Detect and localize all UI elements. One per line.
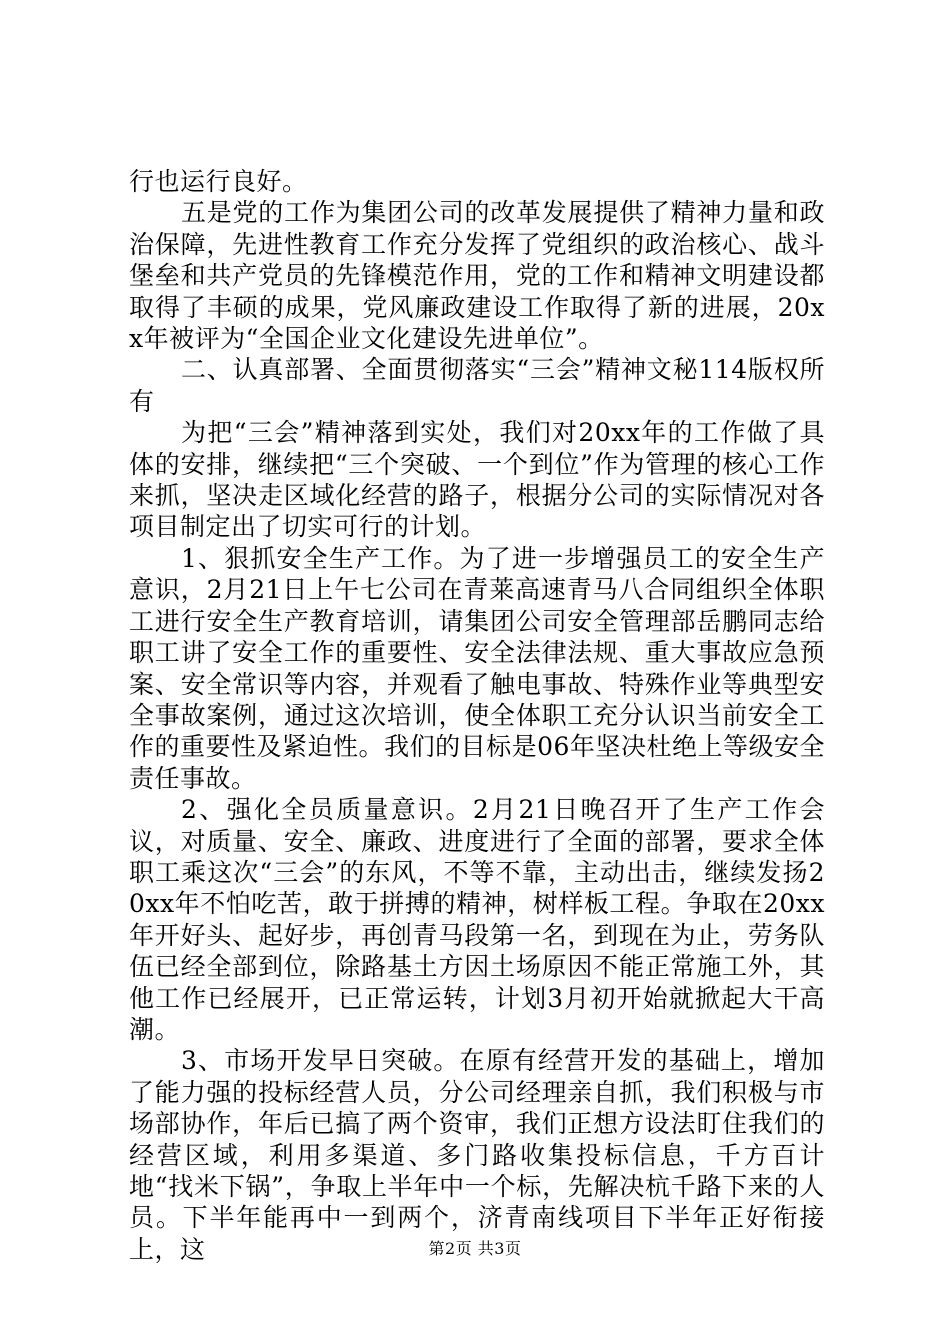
section-heading: 二、认真部署、全面贯彻落实“三会”精神文秘114版权所有 [129, 355, 825, 416]
paragraph: 2、强化全员质量意识。2月21日晚召开了生产工作会议，对质量、安全、廉政、进度进行了全面的部署，要求全体职工乘这次“三会”的东风，不等不靠，主动出击，继续发扬20xx年不怕吃苦，敢于拼搏的精神，树样板工程。争取在20xx年开好头、起好步，再创青马段第一名，到现在为止，劳务队伍已经全部到位，除路基土方因土场原因不能正常施工外，其他工作已经展开，已正常运转，计划3月初开始就掀起大干高潮。 [129, 795, 825, 1044]
page-footer [0, 1239, 950, 1259]
paragraph: 1、狠抓安全生产工作。为了进一步增强员工的安全生产意识，2月21日上午七公司在青莱高速青马八合同组织全体职工进行安全生产教育培训，请集团公司安全管理部岳鹏同志给职工讲了安全工作的重要性、安全法律法规、重大事故应急预案、安全常识等内容，并观看了触电事故、特殊作业等典型安全事故案例，通过这次培训，使全体职工充分认识当前安全工作的重要性及紧迫性。我们的目标是06年坚决杜绝上等级安全责任事故。 [129, 543, 825, 793]
paragraph: 五是党的工作为集团公司的改革发展提供了精神力量和政治保障，先进性教育工作充分发挥了党组织的政治核心、战斗堡垒和共产党员的先锋模范作用，党的工作和精神文明建设都取得了丰硕的成果，党风廉政建设工作取得了新的进展，20xx年被评为“全国企业文化建设先进单位”。 [129, 198, 825, 354]
paragraph: 行也运行良好。 [129, 167, 308, 196]
paragraph: 3、市场开发早日突破。在原有经营开发的基础上，增加了能力强的投标经营人员，分公司经理亲自抓，我们积极与市场部协作，年后已搞了两个资审，我们正想方设法盯住我们的经营区域，利用多渠道、多门路收集投标信息，千方百计地“找米下锅”，争取上半年中一个标，先解决杭千路下来的人员。下半年能再中一到两个，济青南线项目下半年正好衔接上，这 [129, 1046, 825, 1264]
document-body [129, 166, 825, 1265]
page-number: 第2页 共3页 [428, 1239, 522, 1258]
paragraph: 为把“三会”精神落到实处，我们对20xx年的工作做了具体的安排，继续把“三个突破、一个到位”作为管理的核心工作来抓，坚决走区域化经营的路子，根据分公司的实际情况对各项目制定出了切实可行的计划。 [129, 418, 825, 542]
